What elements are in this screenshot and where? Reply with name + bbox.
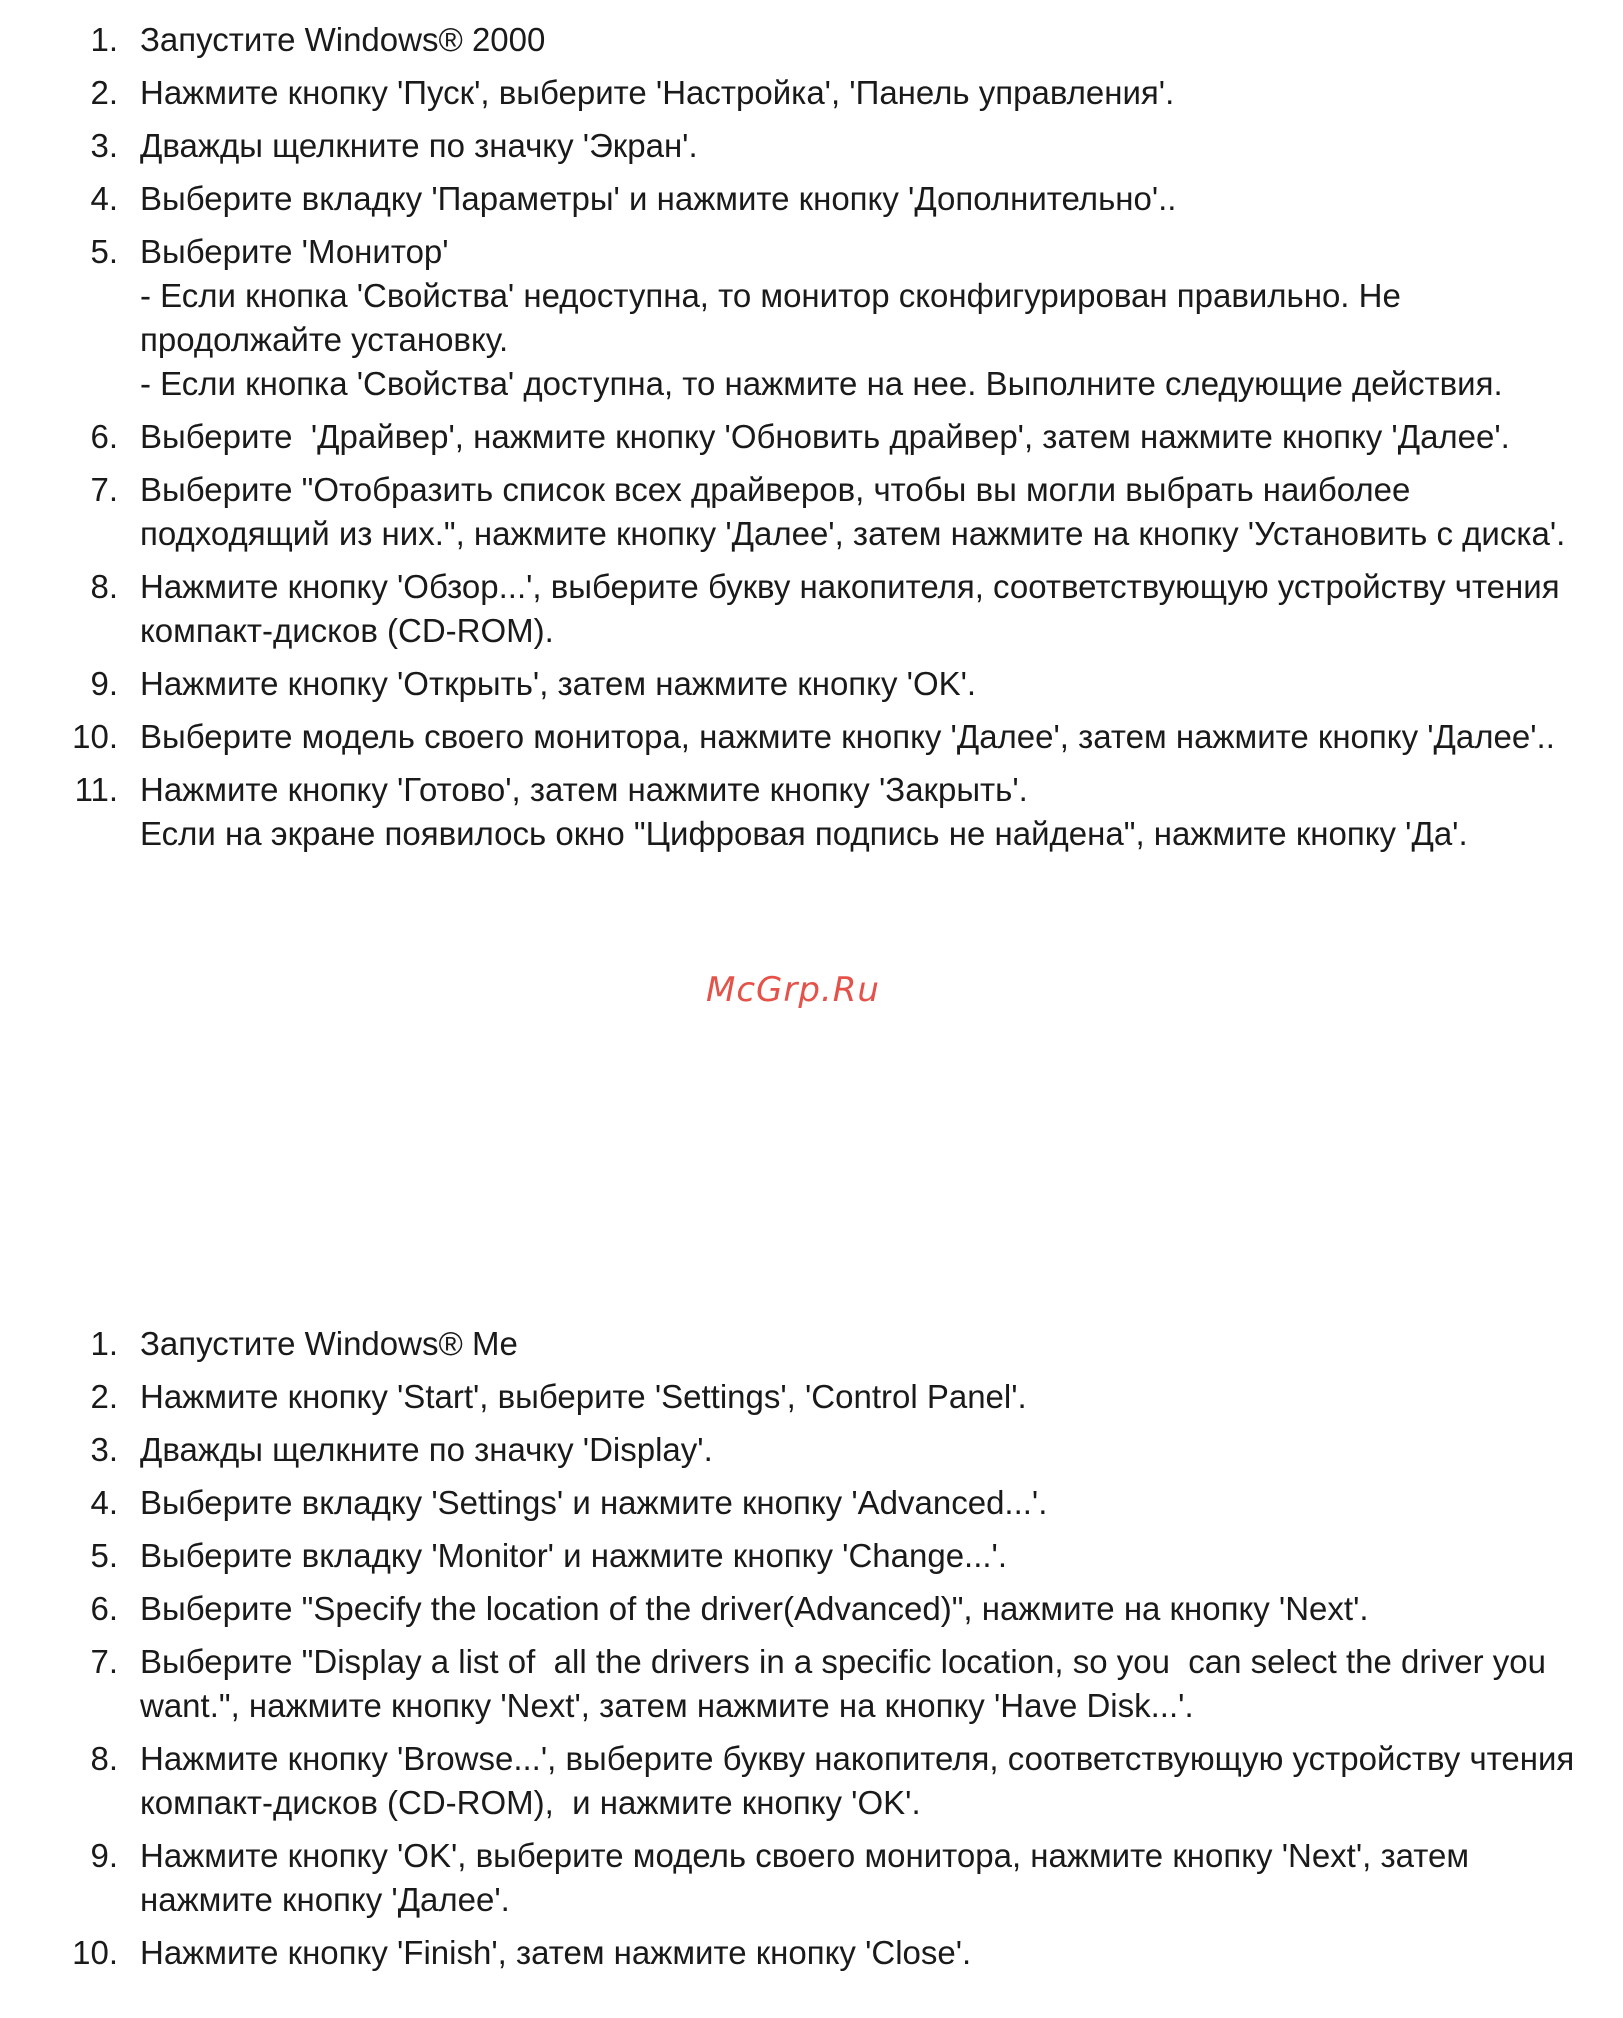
- list-item: [60, 177, 1600, 221]
- step-line: Выберите "Display a list of all the drivers in a specific location, so you can select the driver you want.", нажмите кнопку 'Next', затем нажмите на кнопку 'Have Disk...'.: [140, 1643, 1556, 1724]
- step-line: Выберите вкладку 'Settings' и нажмите кнопку 'Advanced...'.: [140, 1484, 1048, 1521]
- step-line: Дважды щелкните по значку 'Display'.: [140, 1431, 713, 1468]
- step-number: 8.: [90, 568, 118, 605]
- step-line: Нажмите кнопку 'Открыть', затем нажмите кнопку 'OK'.: [140, 665, 977, 702]
- step-line: Нажмите кнопку 'Finish', затем нажмите кнопку 'Close'.: [140, 1934, 972, 1971]
- list-item: [60, 1322, 1600, 1366]
- step-number: 5.: [90, 233, 118, 270]
- win2000-steps-list: [60, 18, 1600, 865]
- step-text: [140, 1322, 1580, 1366]
- step-text: [140, 230, 1580, 406]
- step-line: Нажмите кнопку 'Готово', затем нажмите кнопку 'Закрыть'.: [140, 771, 1028, 808]
- step-number: 2.: [90, 74, 118, 111]
- step-number: 8.: [90, 1740, 118, 1777]
- step-line: Выберите 'Монитор': [140, 233, 449, 270]
- list-item: [60, 124, 1600, 168]
- list-item: [60, 1481, 1600, 1525]
- step-line: Выберите вкладку 'Параметры' и нажмите кнопку 'Дополнительно'..: [140, 180, 1177, 217]
- watermark: McGrp.Ru: [706, 970, 880, 1010]
- step-text: [140, 565, 1580, 653]
- step-text: [140, 662, 1580, 706]
- list-item: [60, 1534, 1600, 1578]
- step-line: Дважды щелкните по значку 'Экран'.: [140, 127, 698, 164]
- list-item: [60, 1428, 1600, 1472]
- step-text: [140, 177, 1580, 221]
- winme-steps-list: [60, 1322, 1600, 1984]
- step-number: 11.: [74, 771, 118, 808]
- step-line: Запустите Windows® Me: [140, 1325, 518, 1362]
- step-line: Нажмите кнопку 'Обзор...', выберите букву накопителя, соответствующую устройству чтения компакт-дисков (CD-ROM).: [140, 568, 1569, 649]
- step-number: 3.: [90, 1431, 118, 1468]
- list-item: [60, 565, 1600, 653]
- step-line: Выберите 'Драйвер', нажмите кнопку 'Обновить драйвер', затем нажмите кнопку 'Далее'.: [140, 418, 1510, 455]
- list-item: [60, 662, 1600, 706]
- step-number: 6.: [90, 1590, 118, 1627]
- step-text: [140, 18, 1580, 62]
- list-item: [60, 18, 1600, 62]
- step-line: - Если кнопка 'Свойства' недоступна, то монитор сконфигурирован правильно. Не продолжайте установку.: [140, 277, 1411, 358]
- list-item: [60, 1737, 1600, 1825]
- list-item: [60, 768, 1600, 856]
- step-text: [140, 715, 1580, 759]
- step-number: 9.: [90, 1837, 118, 1874]
- list-item: [60, 1834, 1600, 1922]
- step-number: 9.: [90, 665, 118, 702]
- step-text: [140, 1587, 1580, 1631]
- step-number: 4.: [90, 180, 118, 217]
- step-text: [140, 768, 1580, 856]
- step-text: [140, 1640, 1580, 1728]
- step-number: 7.: [90, 471, 118, 508]
- step-line: Если на экране появилось окно "Цифровая подпись не найдена", нажмите кнопку 'Да'.: [140, 815, 1468, 852]
- step-number: 7.: [90, 1643, 118, 1680]
- step-line: Выберите модель своего монитора, нажмите кнопку 'Далее', затем нажмите кнопку 'Далее'..: [140, 718, 1555, 755]
- step-line: Выберите вкладку 'Monitor' и нажмите кнопку 'Change...'.: [140, 1537, 1008, 1574]
- list-item: [60, 415, 1600, 459]
- step-line: - Если кнопка 'Свойства' доступна, то нажмите на нее. Выполните следующие действия.: [140, 365, 1503, 402]
- step-number: 2.: [90, 1378, 118, 1415]
- step-number: 1.: [90, 21, 118, 58]
- list-item: [60, 1587, 1600, 1631]
- step-text: [140, 1834, 1580, 1922]
- step-text: [140, 1481, 1580, 1525]
- list-item: [60, 71, 1600, 115]
- step-line: Нажмите кнопку 'Browse...', выберите букву накопителя, соответствующую устройству чтения компакт-дисков (CD-ROM), и нажмите кнопку 'OK'.: [140, 1740, 1584, 1821]
- step-text: [140, 1428, 1580, 1472]
- step-text: [140, 1931, 1580, 1975]
- step-text: [140, 71, 1580, 115]
- step-number: 3.: [90, 127, 118, 164]
- step-line: Нажмите кнопку 'OK', выберите модель своего монитора, нажмите кнопку 'Next', затем нажмите кнопку 'Далее'.: [140, 1837, 1479, 1918]
- step-line: Нажмите кнопку 'Start', выберите 'Settings', 'Control Panel'.: [140, 1378, 1027, 1415]
- step-number: 10.: [72, 718, 118, 755]
- step-text: [140, 415, 1580, 459]
- step-number: 5.: [90, 1537, 118, 1574]
- step-text: [140, 1534, 1580, 1578]
- list-item: [60, 1931, 1600, 1975]
- list-item: [60, 468, 1600, 556]
- step-number: 1.: [90, 1325, 118, 1362]
- step-text: [140, 468, 1580, 556]
- step-number: 4.: [90, 1484, 118, 1521]
- list-item: [60, 230, 1600, 406]
- list-item: [60, 715, 1600, 759]
- step-number: 10.: [72, 1934, 118, 1971]
- step-text: [140, 1375, 1580, 1419]
- step-text: [140, 1737, 1584, 1825]
- step-line: Нажмите кнопку 'Пуск', выберите 'Настройка', 'Панель управления'.: [140, 74, 1175, 111]
- step-number: 6.: [90, 418, 118, 455]
- step-line: Выберите "Отобразить список всех драйверов, чтобы вы могли выбрать наиболее подходящий из них.", нажмите кнопку 'Далее', затем нажмите на кнопку 'Установить с диска'.: [140, 471, 1566, 552]
- list-item: [60, 1375, 1600, 1419]
- step-line: Запустите Windows® 2000: [140, 21, 546, 58]
- list-item: [60, 1640, 1600, 1728]
- step-line: Выберите "Specify the location of the driver(Advanced)", нажмите на кнопку 'Next'.: [140, 1590, 1369, 1627]
- step-text: [140, 124, 1580, 168]
